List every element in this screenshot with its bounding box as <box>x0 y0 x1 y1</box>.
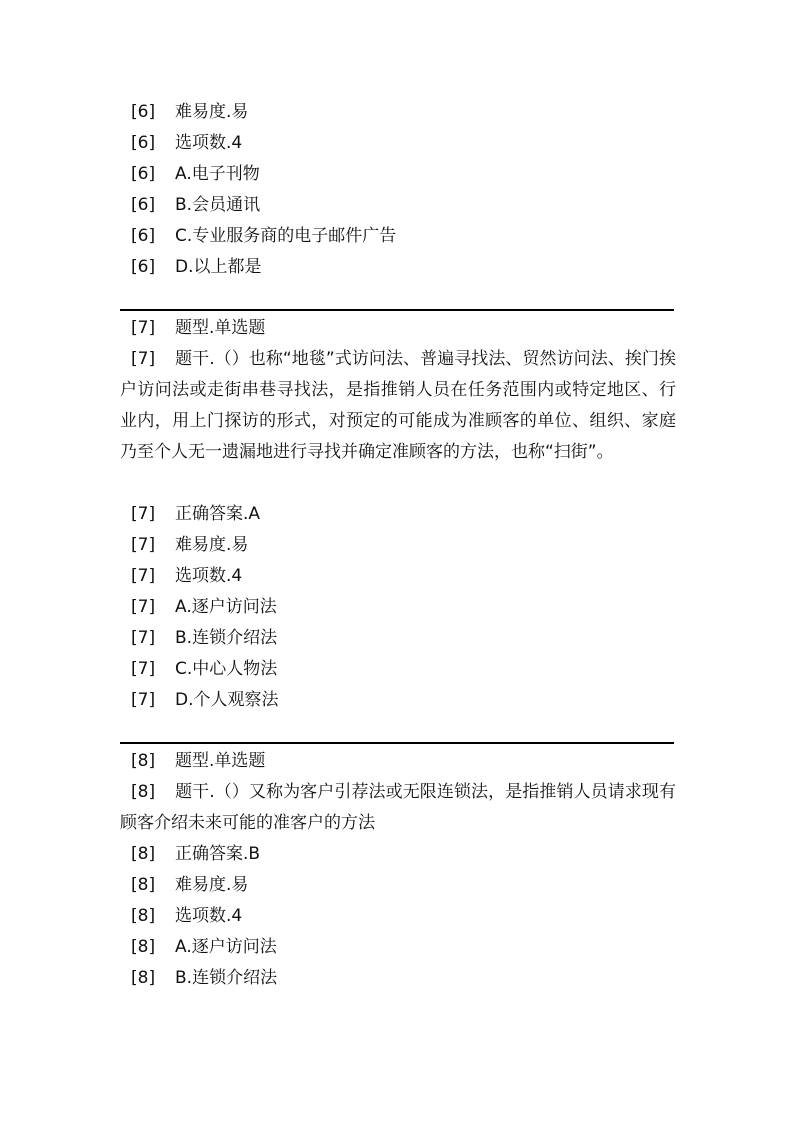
q7-difficulty-line <box>131 530 248 561</box>
q8-tag: [8] <box>131 844 156 864</box>
q7-option-b-line <box>131 623 277 654</box>
q6-option-d: D.以上都是 <box>175 257 262 277</box>
q7-option-count-line <box>131 561 242 592</box>
q8-tag: [8] <box>131 968 156 988</box>
q7-tag: [7] <box>131 318 156 338</box>
q7-option-c: C.中心人物法 <box>175 659 278 679</box>
q7-answer: 正确答案.A <box>175 504 261 524</box>
q7-type-line <box>131 313 265 344</box>
question-divider <box>120 309 674 311</box>
q7-tag: [7] <box>131 690 156 710</box>
q6-option-a: A.电子刊物 <box>175 164 260 184</box>
q6-tag: [6] <box>131 133 156 153</box>
q8-answer: 正确答案.B <box>175 844 261 864</box>
q8-tag: [8] <box>131 906 156 926</box>
q6-tag: [6] <box>131 257 156 277</box>
q8-type-line <box>131 746 265 777</box>
q6-option-b: B.会员通讯 <box>175 195 261 215</box>
q8-option-b-line <box>131 963 277 994</box>
q8-stem: 题干.（）又称为客户引荐法或无限连锁法，是指推销人员请求现有顾客介绍未来可能的准客户的方法 <box>120 782 676 833</box>
q7-stem-paragraph <box>120 344 676 468</box>
q8-tag: [8] <box>131 782 156 802</box>
q6-option-d-line <box>131 252 262 283</box>
q6-option-count: 选项数.4 <box>175 133 243 153</box>
q8-stem-paragraph <box>120 777 676 839</box>
q6-tag: [6] <box>131 102 156 122</box>
q7-tag: [7] <box>131 535 156 555</box>
question-divider <box>120 742 674 744</box>
q7-tag: [7] <box>131 659 156 679</box>
q8-difficulty-line <box>131 870 248 901</box>
q6-option-c-line <box>131 221 396 252</box>
q7-answer-line <box>131 499 260 530</box>
q6-option-b-line <box>131 190 260 221</box>
q6-option-a-line <box>131 159 260 190</box>
q6-option-c: C.专业服务商的电子邮件广告 <box>175 226 397 246</box>
q8-tag: [8] <box>131 875 156 895</box>
q8-option-a-line <box>131 932 277 963</box>
q8-answer-line <box>131 839 260 870</box>
q8-tag: [8] <box>131 937 156 957</box>
q8-option-a: A.逐户访问法 <box>175 937 277 957</box>
q8-option-count: 选项数.4 <box>175 906 243 926</box>
q7-option-b: B.连锁介绍法 <box>175 628 278 648</box>
q7-tag: [7] <box>131 628 156 648</box>
q6-tag: [6] <box>131 164 156 184</box>
q8-difficulty: 难易度.易 <box>175 875 249 895</box>
q6-difficulty: 难易度.易 <box>175 102 249 122</box>
q6-tag: [6] <box>131 195 156 215</box>
q6-option-count-line <box>131 128 242 159</box>
q7-option-a: A.逐户访问法 <box>175 597 277 617</box>
q8-option-b: B.连锁介绍法 <box>175 968 278 988</box>
q8-option-count-line <box>131 901 242 932</box>
q7-difficulty: 难易度.易 <box>175 535 249 555</box>
q7-tag: [7] <box>131 566 156 586</box>
q7-option-count: 选项数.4 <box>175 566 243 586</box>
q8-tag: [8] <box>131 751 156 771</box>
q7-option-d: D.个人观察法 <box>175 690 279 710</box>
q7-option-a-line <box>131 592 277 623</box>
q7-stem: 题干.（）也称“地毯”式访问法、普遍寻找法、贸然访问法、挨门挨户访问法或走街串巷寻找法，是指推销人员在任务范围内或特定地区、行业内，用上门探访的形式，对预定的可能成为准顾客的单位、组织、家庭乃至个人无一遗漏地进行寻找并确定准顾客的方法，也称“扫街”。 <box>120 349 676 462</box>
q6-difficulty-line <box>131 97 248 128</box>
q7-tag: [7] <box>131 349 156 369</box>
q7-type: 题型.单选题 <box>175 318 266 338</box>
q8-type: 题型.单选题 <box>175 751 266 771</box>
q6-tag: [6] <box>131 226 156 246</box>
q7-tag: [7] <box>131 597 156 617</box>
q7-option-d-line <box>131 685 279 716</box>
q7-option-c-line <box>131 654 277 685</box>
q7-tag: [7] <box>131 504 156 524</box>
